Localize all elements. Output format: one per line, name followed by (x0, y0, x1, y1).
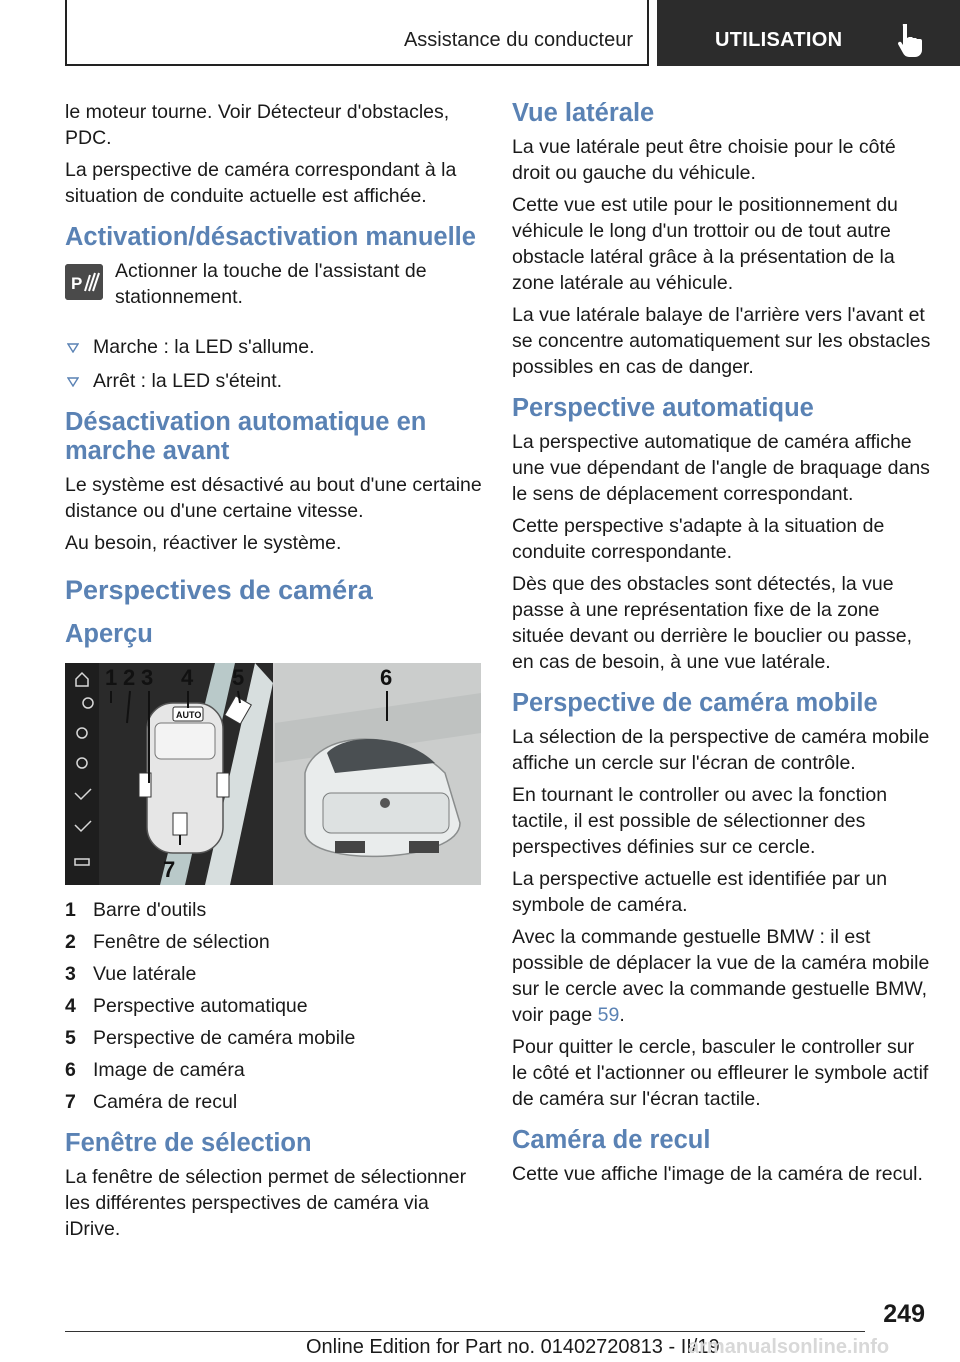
paragraph: La perspective de caméra correspondant à la situation de conduite actuelle est affichée. (65, 159, 457, 207)
button-instruction-text: Actionner la touche de l'assistant de stationnement. (115, 260, 427, 308)
callout-3: 3 (141, 665, 154, 690)
parking-assistant-button-icon (65, 264, 103, 300)
list-item: Marche : la LED s'allume. (65, 334, 485, 360)
paragraph: Cette vue est utile pour le positionnement du véhicule le long d'un trottoir ou de tout autre obstacle latéral grâce à la présentation de la zone latérale au véhicule. (512, 194, 898, 294)
callout-4: 4 (181, 665, 194, 690)
chapter-label: UTILISATION (715, 29, 843, 51)
paragraph: Au besoin, réactiver le système. (65, 532, 342, 554)
callout-2: 2 (123, 665, 136, 690)
auto-badge: AUTO (176, 710, 202, 720)
section-title: Assistance du conducteur (403, 29, 633, 51)
callout-1: 1 (105, 665, 118, 690)
figure-legend (65, 897, 485, 1115)
heading-side-view: Vue latérale (512, 99, 655, 127)
paragraph: Cette vue affiche l'image de la caméra de recul. (512, 1163, 923, 1185)
paragraph: le moteur tourne. Voir Détecteur d'obstacles, PDC. (65, 101, 450, 149)
header-frame (65, 0, 649, 66)
parking-assist-instruction (65, 258, 485, 320)
heading-automatic-perspective: Perspective automatique (512, 394, 814, 422)
watermark-site: armanualsonline.info (688, 1336, 890, 1358)
bullet-triangle-icon (67, 377, 79, 387)
camera-overview-figure (65, 663, 481, 885)
callout-7: 7 (163, 857, 176, 882)
right-column (512, 99, 932, 1193)
page-59-link[interactable]: 59 (597, 1004, 620, 1026)
paragraph: La fenêtre de sélection permet de sélectionner les différentes perspectives de caméra via iDrive. (65, 1166, 467, 1240)
camera-screen-illustration (65, 663, 481, 885)
paragraph: Cette perspective s'adapte à la situation de conduite correspondante. (512, 515, 885, 563)
left-column (65, 99, 485, 1248)
list-item: 6 Image de caméra (65, 1059, 245, 1081)
paragraph: Le système est désactivé au bout d'une certaine distance ou d'une certaine vitesse. (65, 474, 482, 522)
callout-6: 6 (380, 665, 393, 690)
list-item: 5 Perspective de caméra mobile (65, 1027, 356, 1049)
list-item: Arrêt : la LED s'éteint. (65, 368, 485, 394)
list-item: 2 Fenêtre de sélection (65, 931, 270, 953)
chapter-tab[interactable] (657, 0, 960, 66)
page-number: 249 (883, 1300, 925, 1328)
list-item: 1 Barre d'outils (65, 899, 207, 921)
svg-text:P: P (71, 274, 83, 293)
paragraph: La perspective actuelle est identifiée par un symbole de caméra. (512, 868, 888, 916)
list-item: 7 Caméra de recul (65, 1091, 238, 1113)
paragraph: La sélection de la perspective de caméra mobile affiche un cercle sur l'écran de contrôle. (512, 726, 930, 774)
heading-rear-camera: Caméra de recul (512, 1126, 711, 1154)
paragraph: La vue latérale balaye de l'arrière vers l'avant et se concentre automatiquement sur les obstacles possibles en cas de danger. (512, 304, 931, 378)
heading-auto-deactivation: Désactivation automatique en marche avant (65, 408, 427, 465)
heading-mobile-camera: Perspective de caméra mobile (512, 689, 878, 717)
paragraph-gesture: Avec la commande gestuelle BMW : il est possible de déplacer la vue de la caméra mobile sur le cercle avec la commande gestuelle BMW, voir page 59. (512, 926, 930, 1026)
edition-text: Online Edition for Part no. 01402720813 - II/19 (306, 1336, 720, 1358)
paragraph: En tournant le controller ou avec la fonction tactile, il est possible de sélectionner des perspectives définies sur ce cercle. (512, 784, 888, 858)
heading-selection-window: Fenêtre de sélection (65, 1129, 312, 1157)
heading-activation: Activation/désactivation manuelle (65, 223, 476, 251)
paragraph: Dès que des obstacles sont détectés, la vue passe à une représentation fixe de la zone située devant ou derrière le bouclier ou passe, en cas de besoin, à une vue latérale. (512, 573, 912, 673)
heading-overview: Aperçu (65, 620, 153, 648)
paragraph: La vue latérale peut être choisie pour le côté droit ou gauche du véhicule. (512, 136, 896, 184)
led-status-list (65, 334, 485, 394)
bullet-triangle-icon (67, 343, 79, 353)
hand-pointer-icon (893, 22, 925, 58)
footer-divider (65, 1331, 865, 1332)
paragraph: Pour quitter le cercle, basculer le controller sur le côté et l'actionner ou effleurer le symbole actif de caméra sur l'écran tactile. (512, 1036, 929, 1110)
list-item: 3 Vue latérale (65, 963, 197, 985)
callout-5: 5 (232, 665, 245, 690)
paragraph: La perspective automatique de caméra affiche une vue dépendant de l'angle de braquage dans le sens de déplacement correspondant. (512, 431, 930, 505)
heading-camera-perspectives: Perspectives de caméra (65, 575, 373, 605)
list-item: 4 Perspective automatique (65, 995, 308, 1017)
